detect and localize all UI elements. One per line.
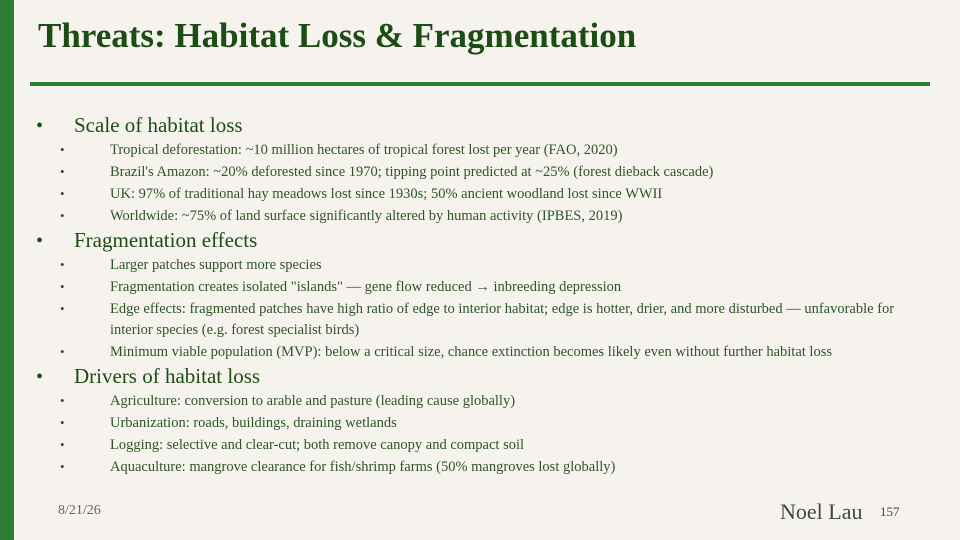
level2-bullet — [36, 456, 916, 478]
bullet-text: Aquaculture: mangrove clearance for fish/shrimp farms (50% mangroves lost globally) — [110, 459, 616, 475]
section-drivers-of-habitat-loss — [36, 363, 916, 478]
section-heading: Scale of habitat loss — [74, 113, 243, 137]
level1-bullet — [36, 112, 916, 139]
level2-bullet — [36, 139, 916, 161]
bullet-text: Urbanization: roads, buildings, draining wetlands — [110, 415, 397, 431]
bullet-icon: • — [60, 257, 65, 272]
section-fragmentation-effects — [36, 227, 916, 363]
bullet-text: Tropical deforestation: ~10 million hectares of tropical forest lost per year (FAO, 2020) — [110, 142, 618, 158]
bullet-text: Logging: selective and clear-cut; both remove canopy and compact soil — [110, 437, 525, 453]
bullet-text: Minimum viable population (MVP): below a critical size, chance extinction becomes likely even without further habitat loss — [110, 344, 832, 360]
level2-bullet — [36, 434, 916, 456]
bullet-text: Larger patches support more species — [110, 257, 322, 273]
bullet-icon: • — [36, 230, 44, 252]
bullet-icon: • — [36, 115, 44, 137]
bullet-text: Agriculture: conversion to arable and pasture (leading cause globally) — [110, 393, 516, 409]
bullet-icon: • — [60, 459, 65, 474]
level1-bullet — [36, 227, 916, 254]
section-scale-of-habitat-loss — [36, 112, 916, 227]
slide-body — [36, 112, 916, 478]
bullet-icon: • — [60, 344, 65, 359]
bullet-text: Fragmentation creates isolated "islands" — gene flow reduced → inbreeding depression — [110, 279, 622, 295]
bullet-icon: • — [60, 437, 65, 452]
bullet-icon: • — [60, 208, 65, 223]
bullet-text: Brazil's Amazon: ~20% deforested since 1970; tipping point predicted at ~25% (forest dieback cascade) — [110, 164, 714, 180]
bullet-icon: • — [60, 415, 65, 430]
left-accent-bar — [0, 0, 14, 540]
slide-number: 157 — [880, 504, 900, 519]
level2-bullet — [36, 276, 916, 298]
title-underline — [30, 82, 930, 86]
bullet-text: Edge effects: fragmented patches have high ratio of edge to interior habitat; edge is hotter, drier, and more disturbed — unfavorable for interior species (e.g. forest specialist birds) — [110, 301, 895, 338]
level2-bullet — [36, 161, 916, 183]
bullet-icon: • — [60, 186, 65, 201]
level2-bullet — [36, 298, 916, 341]
bullet-icon: • — [36, 366, 44, 388]
bullet-icon: • — [60, 142, 65, 157]
bullet-icon: • — [60, 164, 65, 179]
bullet-icon: • — [60, 393, 65, 408]
bullet-icon: • — [60, 301, 65, 316]
level2-bullet — [36, 205, 916, 227]
level2-bullet — [36, 183, 916, 205]
level2-bullet — [36, 390, 916, 412]
footer-author: Noel Lau — [780, 499, 863, 524]
bullet-text: UK: 97% of traditional hay meadows lost since 1930s; 50% ancient woodland lost since WWII — [110, 186, 663, 202]
section-heading: Drivers of habitat loss — [74, 364, 261, 388]
bullet-icon: • — [60, 279, 65, 294]
level2-bullet — [36, 341, 916, 363]
level1-bullet — [36, 363, 916, 390]
level2-bullet — [36, 254, 916, 276]
section-heading: Fragmentation effects — [74, 228, 258, 252]
bullet-text: Worldwide: ~75% of land surface significantly altered by human activity (IPBES, 2019) — [110, 208, 623, 224]
footer-date: 8/21/26 — [58, 503, 101, 518]
slide-title: Threats: Habitat Loss & Fragmentation — [38, 16, 637, 55]
level2-bullet — [36, 412, 916, 434]
